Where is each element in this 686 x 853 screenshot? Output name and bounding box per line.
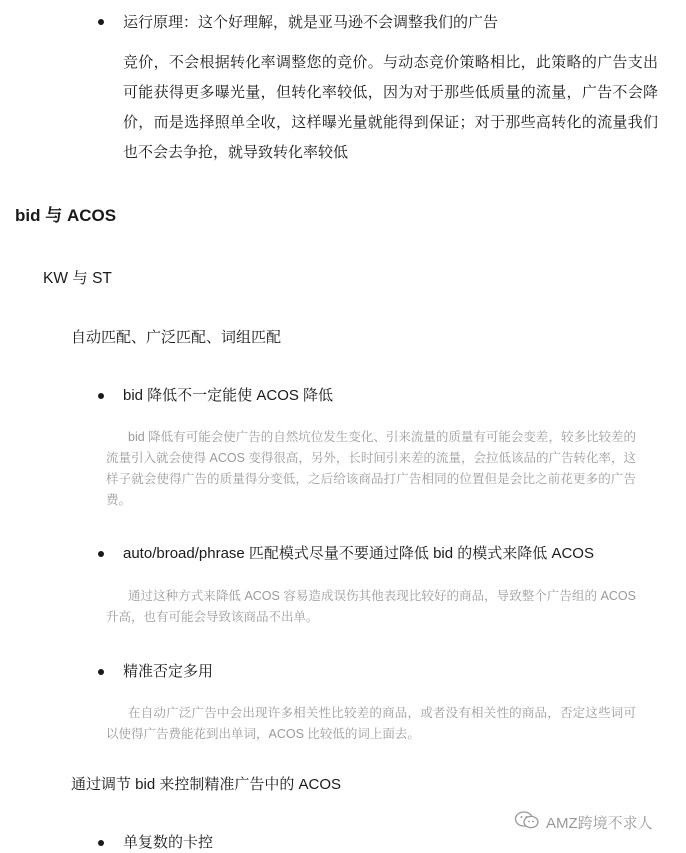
wechat-icon	[514, 810, 540, 834]
item-bullet-text: 精准否定多用	[123, 663, 214, 680]
bullet-dot-icon	[98, 393, 104, 399]
item-bullet-text: auto/broad/phrase 匹配模式尽量不要通过降低 bid 的模式来降低 ACOS	[123, 545, 594, 562]
heading-auto-match: 自动匹配、广泛匹配、词组匹配	[71, 329, 282, 346]
bullet-dot-icon	[98, 19, 104, 25]
item-detail: bid 降低有可能会使广告的自然坑位发生变化、引来流量的质量有可能会变差，较多比较差的流量引入就会使得 ACOS 变得很高，另外，长时间引来差的流量，会拉低该品的广告转化率，这样子就会使得广告的质量得分变低，之后给该商品打广告相同的位置但是会比之前花更多的广告费。	[106, 430, 636, 507]
watermark-text: AMZ跨境不求人	[546, 814, 653, 832]
bullet-text-plural: 单复数的卡控	[123, 834, 214, 851]
heading-bid-acos: bid 与 ACOS	[15, 206, 117, 225]
heading-kw-st: KW 与 ST	[43, 270, 112, 287]
bullet-text-principle: 运行原理：这个好理解，就是亚马逊不会调整我们的广告	[123, 14, 499, 31]
bullet-dot-icon	[98, 669, 104, 675]
watermark	[514, 810, 653, 834]
item-bullet-text: bid 降低不一定能使 ACOS 降低	[123, 387, 334, 404]
item-detail: 通过这种方式来降低 ACOS 容易造成误伤其他表现比较好的商品，导致整个广告组的 ACOS 升高，也有可能会导致该商品不出单。	[106, 589, 636, 624]
bullet-dot-icon	[98, 840, 104, 846]
heading-exact-bid: 通过调节 bid 来控制精准广告中的 ACOS	[71, 776, 342, 793]
item-detail: 在自动广泛广告中会出现许多相关性比较差的商品，或者没有相关性的商品，否定这些词可以使得广告费能花到出单词，ACOS 比较低的词上面去。	[106, 706, 636, 741]
bullet-dot-icon	[98, 551, 104, 557]
principle-paragraph: 竞价，不会根据转化率调整您的竞价。与动态竞价策略相比，此策略的广告支出可能获得更多曝光量，但转化率较低，因为对于那些低质量的流量，广告不会降价，而是选择照单全收，这样曝光量就能得到保证；对于那些高转化的流量我们也不会去争抢，就导致转化率较低	[123, 54, 658, 161]
